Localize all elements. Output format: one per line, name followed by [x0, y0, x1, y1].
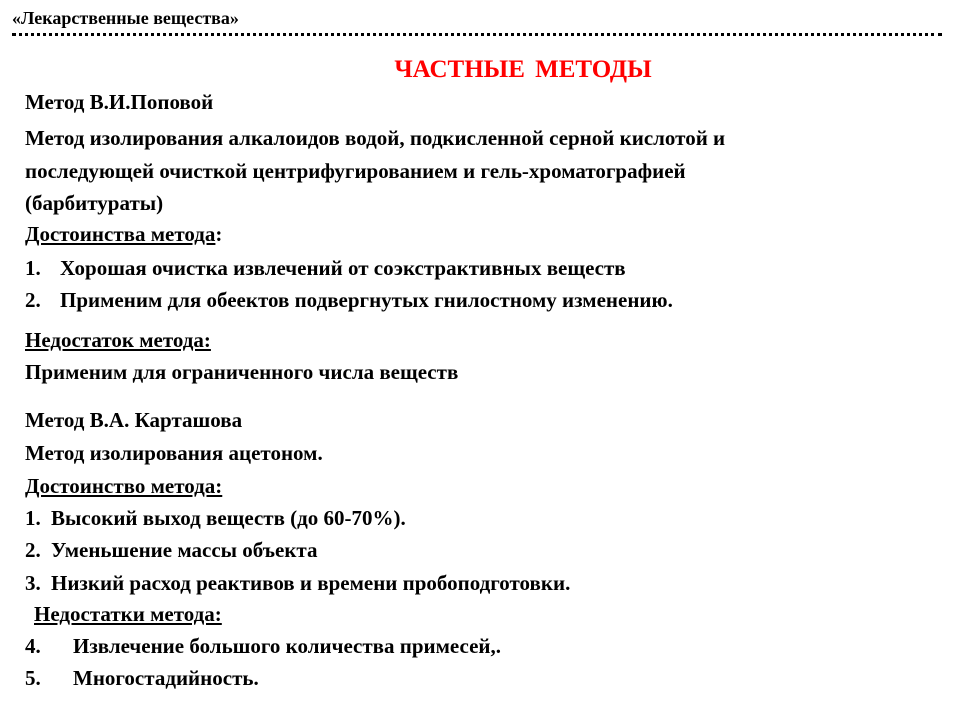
- kartashov-advantage-3: [25, 573, 570, 594]
- kartashov-advantage-1: [25, 508, 406, 529]
- kartashov-advantage-2: [25, 540, 318, 561]
- slide-header: «Лекарственные вещества»: [12, 8, 239, 28]
- list-number: 5.: [25, 666, 41, 690]
- list-number: 2.: [25, 538, 41, 562]
- kartashov-description: Метод изолирования ацетоном.: [25, 441, 323, 465]
- popova-description-line-1: Метод изолирования алкалоидов водой, подкисленной серной кислотой и: [25, 126, 726, 150]
- kartashov-disadvantage-5: [25, 668, 259, 689]
- list-item-text: Высокий выход веществ (до 60-70%).: [51, 506, 406, 530]
- list-number: 2.: [25, 288, 41, 312]
- kartashov-disadvantage-4: [25, 636, 501, 657]
- list-number: 4.: [25, 634, 41, 658]
- header-divider: [12, 33, 942, 36]
- list-item-text: Применим для обеектов подвергнутых гнилостному изменению.: [60, 288, 673, 312]
- list-number: 1.: [25, 506, 41, 530]
- slide-title: ЧАСТНЫЕ МЕТОДЫ: [394, 56, 652, 83]
- list-number: 3.: [25, 571, 41, 595]
- popova-advantage-2: [25, 290, 673, 311]
- popova-description-line-3: (барбитураты): [25, 191, 164, 215]
- popova-advantages-heading-colon: :: [215, 222, 223, 246]
- kartashov-advantages-heading: Достоинство метода:: [25, 474, 223, 498]
- list-item-text: Хорошая очистка извлечений от соэкстрактивных веществ: [60, 256, 626, 280]
- popova-advantages-heading: [25, 224, 222, 245]
- list-item-text: Извлечение большого количества примесей,.: [73, 634, 502, 658]
- list-item-text: Низкий расход реактивов и времени пробоподготовки.: [51, 571, 571, 595]
- list-number: 1.: [25, 256, 41, 280]
- list-item-text: Многостадийность.: [73, 666, 259, 690]
- popova-disadvantage-heading: Недостаток метода:: [25, 328, 211, 352]
- list-item-text: Уменьшение массы объекта: [51, 538, 318, 562]
- kartashov-method-name: Метод В.А. Карташова: [25, 408, 243, 432]
- popova-disadvantage-text: Применим для ограниченного числа веществ: [25, 360, 459, 384]
- kartashov-disadvantages-heading: Недостатки метода:: [34, 602, 222, 626]
- popova-advantages-heading-text: Достоинства метода: [25, 222, 216, 246]
- popova-method-name: Метод В.И.Поповой: [25, 90, 214, 114]
- popova-description-line-2: последующей очисткой центрифугированием и гель-хроматографией: [25, 159, 686, 183]
- popova-advantage-1: [25, 258, 626, 279]
